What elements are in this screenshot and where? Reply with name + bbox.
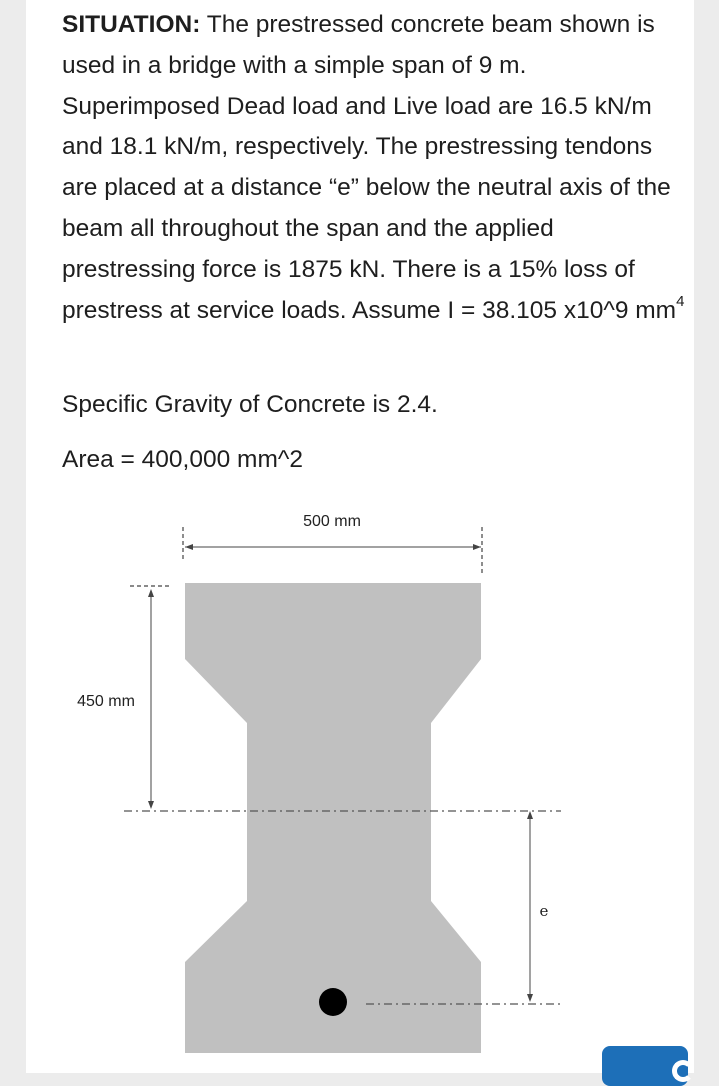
area-text: Area = 400,000 mm^2	[62, 446, 303, 473]
height-label: 450 mm	[77, 693, 135, 710]
e-arrow-bottom	[527, 994, 533, 1002]
width-arrow-left	[185, 544, 193, 550]
problem-statement	[62, 5, 687, 331]
eccentricity-label: e	[539, 902, 549, 920]
e-arrow-top	[527, 811, 533, 819]
situation-heading: SITUATION:	[62, 11, 201, 38]
problem-text	[62, 5, 687, 473]
statement-text: The prestressed concrete beam shown is used in a bridge with a simple span of 9 m. Superimposed Dead load and Live load are 16.5 kN/m and 18.1 kN/m, respectively. The prestressing tendons are placed at a distance “e” below the neutral axis of the beam all throughout the span and the applied prestressing force is 1875 kN. There is a 15% loss of prestress at service loads. Assume I = 38.105 x10^9 mm	[62, 11, 677, 324]
tendon-dot	[319, 988, 347, 1016]
chat-button[interactable]	[602, 1046, 688, 1086]
width-arrow-right	[473, 544, 481, 550]
height-arrow-top	[148, 589, 154, 597]
width-label: 500 mm	[303, 513, 361, 530]
exponent: 4	[676, 293, 685, 311]
beam-cross-section-figure	[26, 495, 694, 1073]
beam-section	[185, 583, 481, 1053]
content-card	[26, 0, 694, 1073]
height-arrow-bottom	[148, 801, 154, 809]
specific-gravity-text: Specific Gravity of Concrete is 2.4.	[62, 391, 438, 418]
chat-bubble-icon	[672, 1060, 694, 1082]
